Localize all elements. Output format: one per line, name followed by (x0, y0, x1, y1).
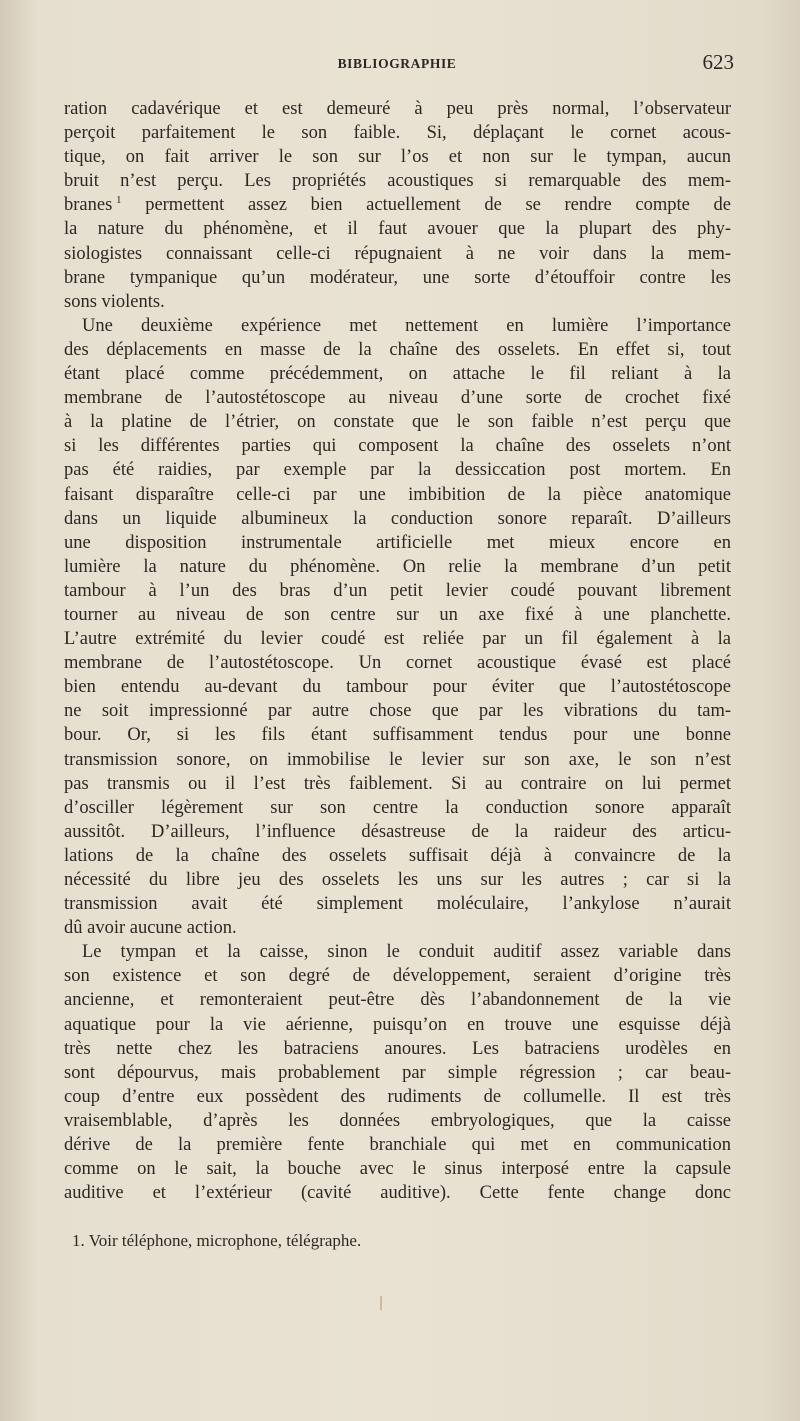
text-line: une disposition instrumentale artificielle met mieux encore en (64, 532, 731, 553)
text-line: perçoit parfaitement le son faible. Si, déplaçant le cornet acous- (64, 123, 731, 144)
text-line: L’autre extrémité du levier coudé est reliée par un fil également à la (64, 629, 731, 650)
text-line: sont dépourvus, mais probablement par simple régression ; car beau- (64, 1062, 731, 1083)
text-line: Le tympan et la caisse, sinon le conduit auditif assez variable dans (82, 942, 731, 963)
text-line: brane tympanique qu’un modérateur, une sorte d’étouffoir contre les (64, 267, 731, 288)
paragraph-1 (64, 97, 731, 314)
text-line: pas été raidies, par exemple par la dessiccation post mortem. En (64, 460, 731, 481)
page-number: 623 (702, 50, 734, 74)
text-line: dérive de la première fente branchiale qui met en communication (64, 1135, 731, 1156)
footnote: 1. Voir téléphone, microphone, télégraphe. (72, 1231, 362, 1250)
text-line: ration cadavérique et est demeuré à peu près normal, l’observateur (64, 99, 731, 119)
text-line: ne soit impressionné par autre chose que par les vibrations du tam- (64, 701, 731, 722)
text-line: aquatique pour la vie aérienne, puisqu’on en trouve une esquisse déjà (64, 1014, 731, 1035)
footnote-reference: 1 (116, 194, 122, 207)
text-line: bien entendu au-devant du tambour pour éviter que l’autostétoscope (64, 677, 731, 698)
text-line: comme on le sait, la bouche avec le sinus interposé entre la capsule (64, 1159, 731, 1180)
text-line: pas transmis ou il l’est très faiblement. Si au contraire on lui permet (64, 773, 731, 794)
text-line: tourner au niveau de son centre sur un axe fixé à une planchette. (64, 604, 731, 625)
text-line: tique, on fait arriver le son sur l’os et non sur le tympan, aucun (64, 147, 731, 168)
text-line: lations de la chaîne des osselets suffisait déjà à convaincre de la (64, 845, 731, 866)
text-line: bour. Or, si les fils étant suffisamment tendus pour une bonne (64, 725, 731, 746)
text-line: auditive et l’extérieur (cavité auditive). Cette fente change donc (64, 1183, 731, 1204)
text-line: étant placé comme précédemment, on attache le fil reliant à la (64, 364, 731, 385)
text-line: tambour à l’un des bras d’un petit levier coudé pouvant librement (64, 580, 731, 601)
text-line: son existence et son degré de développement, seraient d’origine très (64, 966, 731, 987)
text-line: nécessité du libre jeu des osselets les uns sur les autres ; car si la (64, 870, 731, 890)
text-line: sons violents. (64, 291, 165, 312)
text-line: faisant disparaître celle-ci par une imbibition de la pièce anatomique (64, 484, 731, 505)
text-line: lumière la nature du phénomène. On relie la membrane d’un petit (64, 556, 731, 577)
text-line: dû avoir aucune action. (64, 918, 237, 939)
line-prefix: branes (64, 195, 113, 216)
paragraph-2 (64, 314, 731, 940)
text-line: vraisemblable, d’après les données embryologiques, que la caisse (64, 1110, 731, 1131)
text-line: aussitôt. D’ailleurs, l’influence désastreuse de la raideur des articu- (64, 821, 731, 842)
page-header (60, 52, 734, 74)
text-line: transmission avait été simplement moléculaire, l’ankylose n’aurait (64, 894, 731, 915)
running-title: BIBLIOGRAPHIE (337, 56, 457, 71)
line-rest: permettent assez bien actuellement de se rendre compte de (145, 195, 732, 216)
body-text (64, 97, 731, 1205)
text-line-with-footnote (64, 193, 731, 217)
text-line: la nature du phénomène, et il faut avouer que la plupart des phy- (64, 219, 731, 240)
text-line: ancienne, et remonteraient peut-être dès l’abandonnement de la vie (64, 990, 731, 1011)
text-line: d’osciller légèrement sur son centre la conduction sonore apparaît (64, 797, 731, 818)
text-line: à la platine de l’étrier, on constate que le son faible n’est perçu que (64, 412, 731, 433)
text-line: dans un liquide albumineux la conduction sonore reparaît. D’ailleurs (64, 508, 731, 529)
text-line: Une deuxième expérience met nettement en lumière l’importance (82, 315, 731, 336)
text-line: bruit n’est perçu. Les propriétés acoustiques si remarquable des mem- (64, 171, 731, 192)
text-line: siologistes connaissant celle-ci répugnaient à ne voir dans la mem- (64, 243, 731, 264)
text-line: transmission sonore, on immobilise le levier sur son axe, le son n’est (64, 749, 731, 770)
text-line: coup d’entre eux possèdent des rudiments de collumelle. Il est très (64, 1086, 731, 1107)
paragraph-3 (64, 940, 731, 1205)
ink-mark (380, 1296, 382, 1310)
text-line: membrane de l’autostétoscope. Un cornet acoustique évasé est placé (64, 653, 731, 674)
text-line: membrane de l’autostétoscope au niveau d’une sorte de crochet fixé (64, 388, 731, 409)
text-line: des déplacements en masse de la chaîne des osselets. En effet si, tout (64, 339, 731, 360)
text-line: très nette chez les batraciens anoures. Les batraciens urodèles en (64, 1038, 731, 1059)
text-line: si les différentes parties qui composent la chaîne des osselets n’ont (64, 436, 731, 457)
